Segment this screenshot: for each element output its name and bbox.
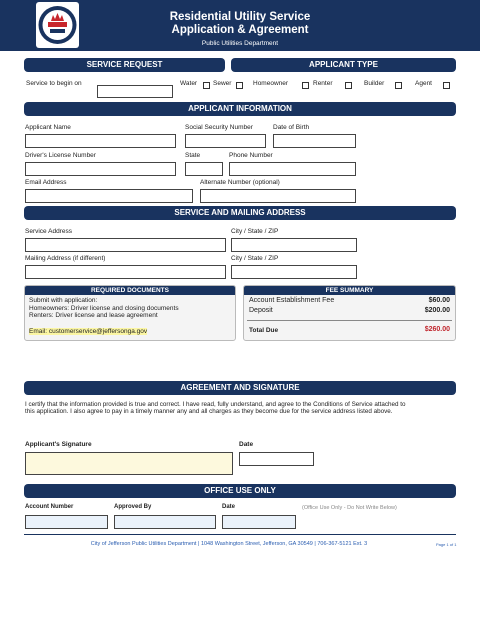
service-city-field[interactable] bbox=[231, 238, 357, 252]
account-number-field[interactable] bbox=[25, 515, 108, 529]
dob-label: Date of Birth bbox=[273, 124, 310, 131]
agent-checkbox[interactable] bbox=[443, 82, 450, 89]
page-number: Page 1 of 1 bbox=[436, 542, 457, 547]
email-label: Email Address bbox=[25, 179, 67, 186]
office-date-label: Date bbox=[222, 504, 236, 510]
mailing-address-field[interactable] bbox=[25, 265, 226, 279]
mailing-city-label: City / State / ZIP bbox=[231, 255, 279, 262]
agreement-heading: AGREEMENT AND SIGNATURE bbox=[24, 381, 456, 395]
renter-checkbox[interactable] bbox=[345, 82, 352, 89]
license-label: Driver's License Number bbox=[25, 152, 96, 159]
required-docs-line: Renters: Driver license and lease agreement bbox=[29, 312, 158, 319]
builder-checkbox[interactable] bbox=[395, 82, 402, 89]
service-begin-date-field[interactable] bbox=[97, 85, 173, 98]
applicant-type-heading: APPLICANT TYPE bbox=[231, 58, 456, 72]
service-request-heading: SERVICE REQUEST bbox=[24, 58, 225, 72]
homeowner-label: Homeowner bbox=[253, 80, 289, 87]
fee-row-label: Deposit bbox=[249, 307, 273, 314]
fee-total-label: Total Due bbox=[249, 327, 279, 334]
homeowner-checkbox[interactable] bbox=[302, 82, 309, 89]
ssn-label: Social Security Number bbox=[185, 124, 253, 131]
agreement-text-line2: this application. I also agree to pay in a timely manner any and all charges as they become due for the service address listed above. bbox=[25, 408, 393, 415]
required-docs-line: Submit with application: bbox=[29, 297, 98, 304]
agreement-text-line1: I certify that the information provided is true and correct. I have read, fully understand, and agree to the Conditions of Service attached to bbox=[25, 401, 406, 408]
state-field[interactable] bbox=[185, 162, 223, 176]
signature-label: Applicant's Signature bbox=[25, 441, 92, 448]
license-field[interactable] bbox=[25, 162, 176, 176]
applicant-name-label: Applicant Name bbox=[25, 124, 71, 131]
phone-label: Phone Number bbox=[229, 152, 273, 159]
signature-field[interactable] bbox=[25, 452, 233, 475]
fee-total-amount: $260.00 bbox=[424, 326, 450, 333]
form-title-line1: Residential Utility Service bbox=[169, 11, 311, 23]
department-name: Public Utilities Department bbox=[201, 40, 279, 47]
water-label: Water bbox=[180, 80, 198, 87]
water-checkbox[interactable] bbox=[203, 82, 210, 89]
sewer-label: Sewer bbox=[213, 80, 232, 87]
state-label: State bbox=[185, 152, 201, 159]
mailing-address-label: Mailing Address (if different) bbox=[25, 255, 106, 262]
phone-field[interactable] bbox=[229, 162, 356, 176]
renter-label: Renter bbox=[313, 80, 333, 87]
signature-date-field[interactable] bbox=[239, 452, 314, 466]
email-field[interactable] bbox=[25, 189, 193, 203]
account-number-label: Account Number bbox=[25, 504, 74, 510]
fee-row-amount: $60.00 bbox=[428, 297, 450, 304]
service-begin-label: Service to begin on bbox=[26, 80, 82, 87]
agent-label: Agent bbox=[415, 80, 432, 87]
alternate-number-field[interactable] bbox=[200, 189, 356, 203]
footer-text: City of Jefferson Public Utilities Department | 1048 Washington Street, Jefferson, GA 30549 | 706-367-5121 Ext. 3 bbox=[90, 541, 368, 547]
dob-field[interactable] bbox=[273, 134, 356, 148]
required-documents-heading: REQUIRED DOCUMENTS bbox=[25, 286, 235, 295]
office-use-heading: OFFICE USE ONLY bbox=[24, 484, 456, 498]
service-city-label: City / State / ZIP bbox=[231, 228, 279, 235]
builder-label: Builder bbox=[364, 80, 385, 87]
office-note: (Office Use Only - Do Not Write Below) bbox=[302, 505, 397, 511]
required-docs-email: Email: customerservice@jeffersonga.gov bbox=[29, 327, 148, 335]
footer-divider bbox=[24, 534, 456, 535]
fee-row-amount: $200.00 bbox=[424, 307, 450, 314]
sewer-checkbox[interactable] bbox=[236, 82, 243, 89]
service-address-label: Service Address bbox=[25, 228, 72, 235]
required-documents-panel bbox=[24, 285, 236, 341]
approved-by-field[interactable] bbox=[114, 515, 216, 529]
fee-row-label: Account Establishment Fee bbox=[249, 297, 335, 304]
required-docs-line: Homeowners: Driver license and closing documents bbox=[29, 304, 179, 312]
ssn-field[interactable] bbox=[185, 134, 266, 148]
applicant-name-field[interactable] bbox=[25, 134, 176, 148]
service-address-field[interactable] bbox=[25, 238, 226, 252]
fee-divider bbox=[247, 320, 452, 321]
fee-summary-heading: FEE SUMMARY bbox=[244, 286, 455, 295]
mailing-city-field[interactable] bbox=[231, 265, 357, 279]
applicant-info-heading: APPLICANT INFORMATION bbox=[24, 102, 456, 116]
address-heading: SERVICE AND MAILING ADDRESS bbox=[24, 206, 456, 220]
approved-by-label: Approved By bbox=[114, 504, 152, 510]
form-title-line2: Application & Agreement bbox=[171, 24, 309, 36]
signature-date-label: Date bbox=[239, 441, 254, 448]
office-date-field[interactable] bbox=[222, 515, 296, 529]
alternate-number-label: Alternate Number (optional) bbox=[200, 179, 280, 186]
